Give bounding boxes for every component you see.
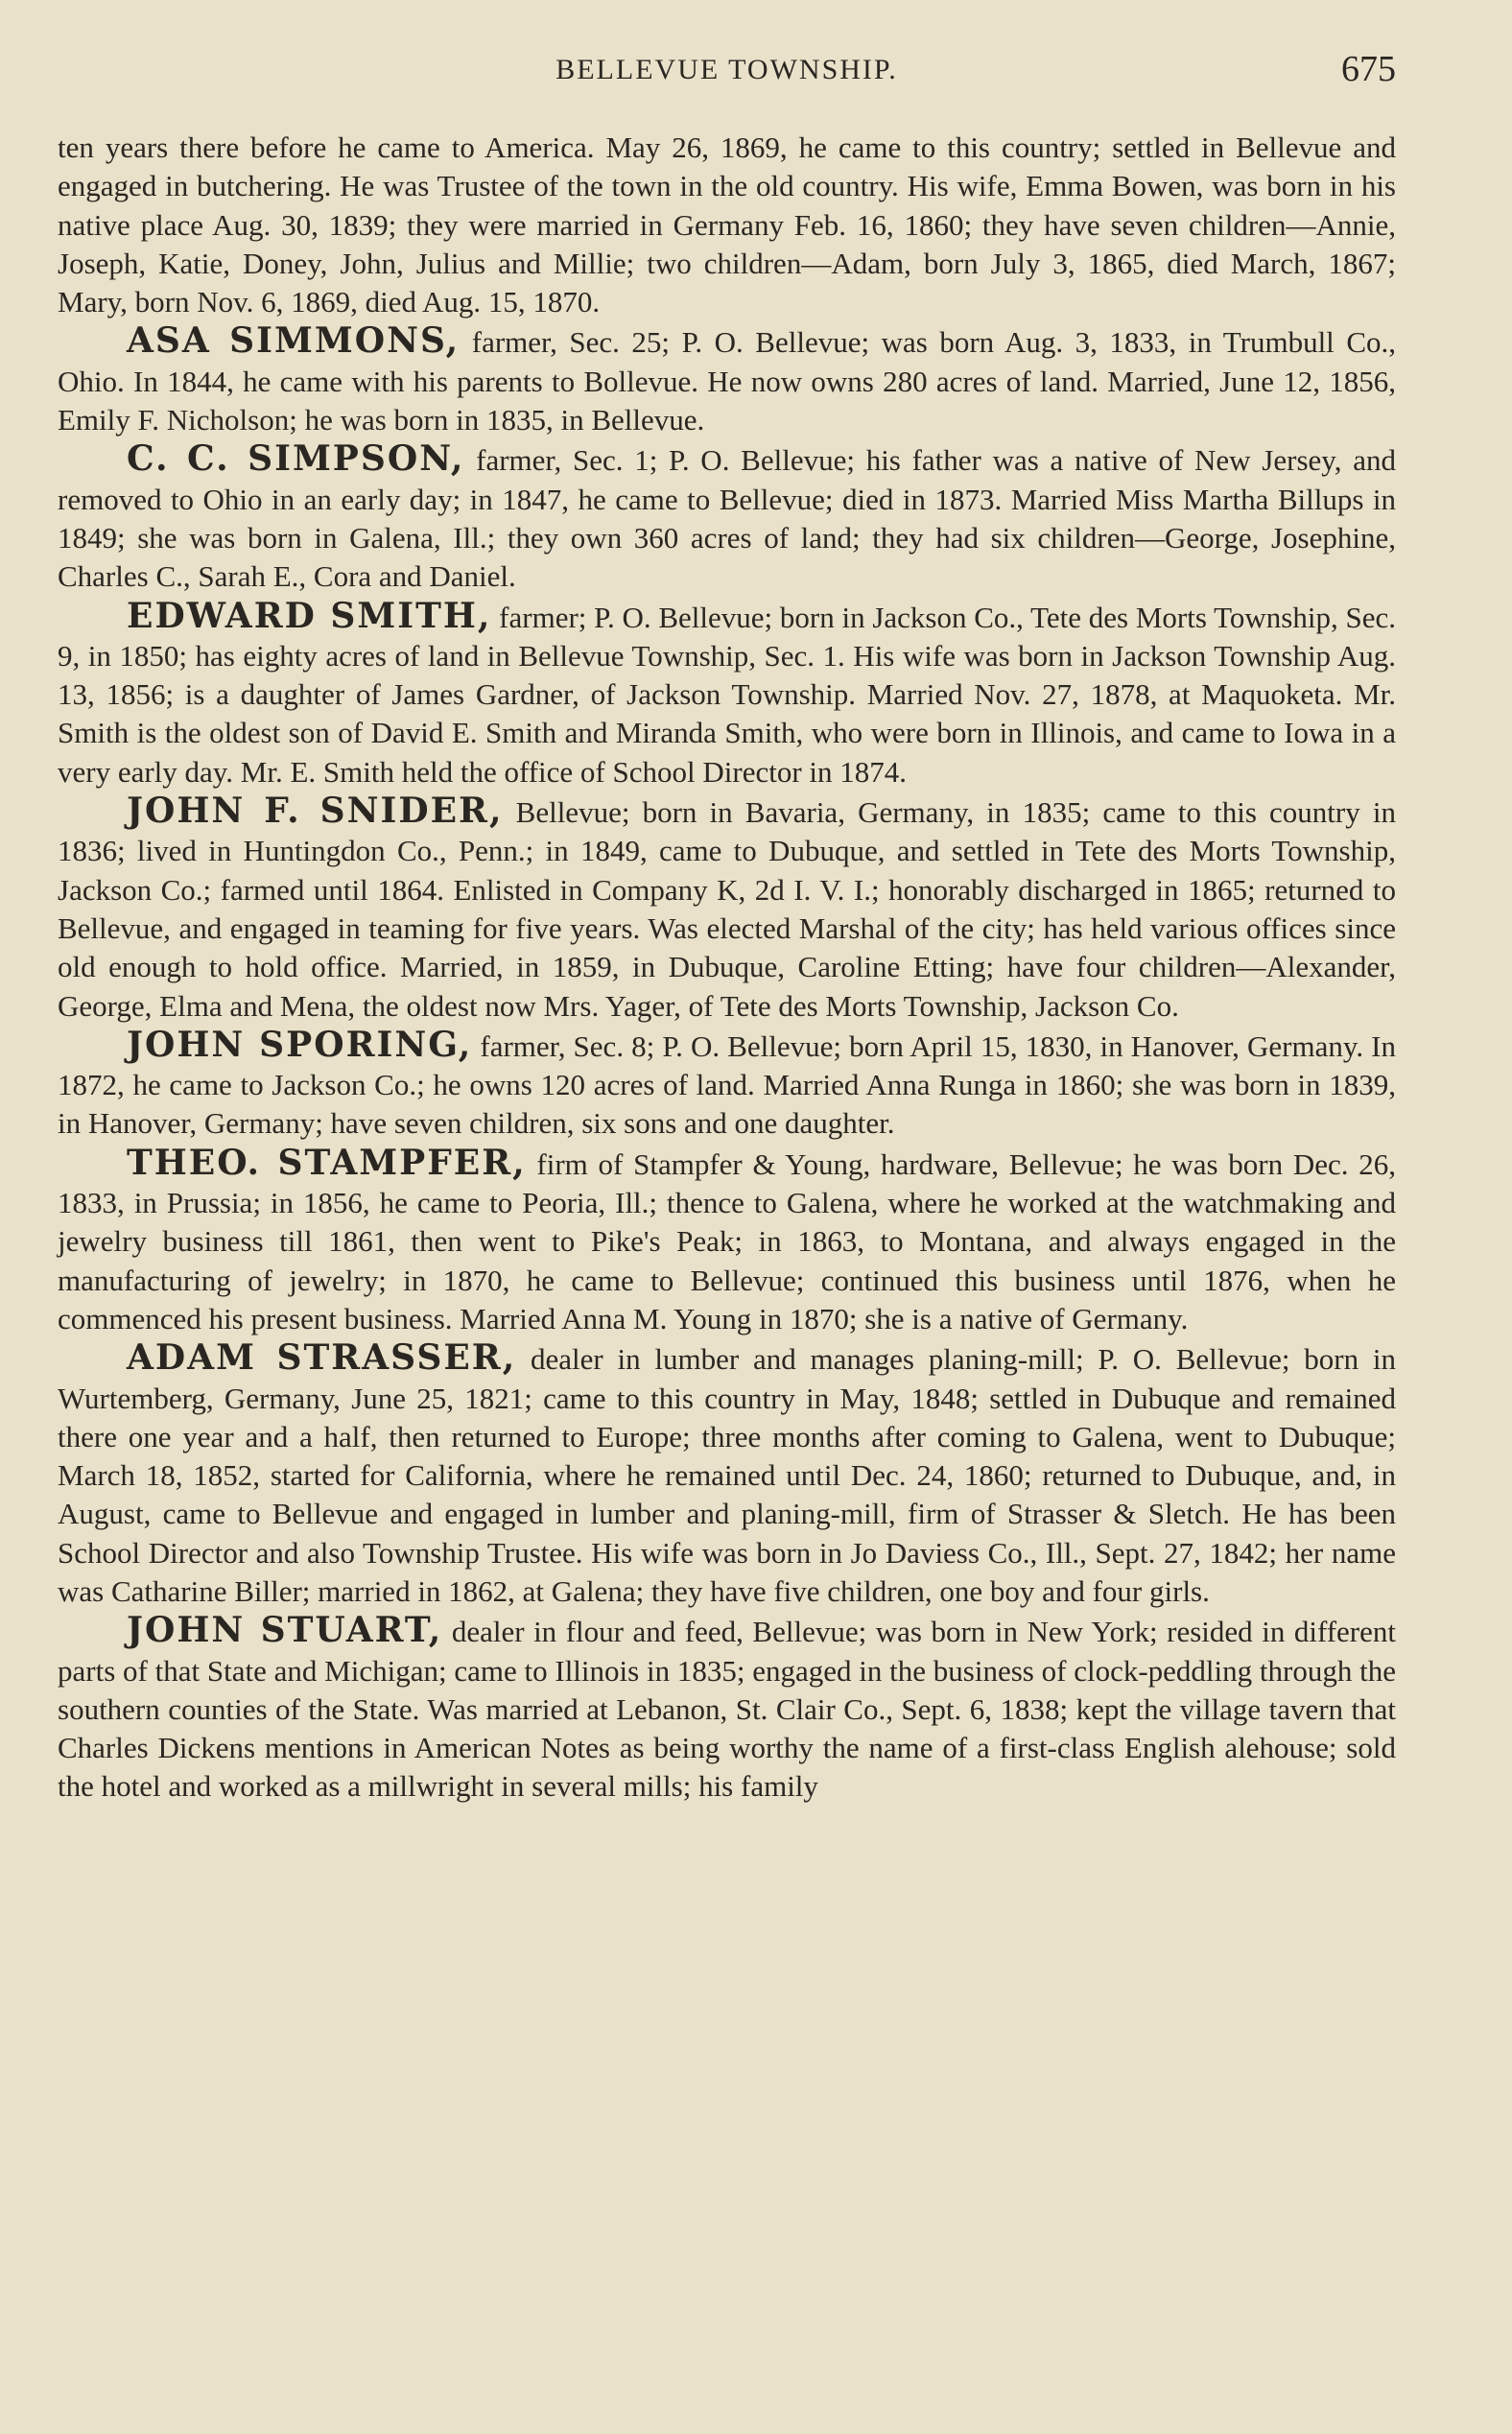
biography-entry [58,597,1396,792]
running-title: BELLEVUE TOWNSHIP. [555,54,898,85]
entry-name: THEO. STAMPFER, [127,1142,527,1183]
entry-name: ADAM STRASSER, [127,1337,517,1379]
biography-entry [58,1026,1396,1144]
entry-text: dealer in flour and feed, Bellevue; was born in New York; resided in different parts of that State and Michigan; came to Illinois in 1835; engaged in the business of clock-peddling through the southern counties of the State. Was married at Lebanon, St. Clair Co., Sept. 6, 1838; kept the village tavern that Charles Dickens mentions in American Notes as being worthy the name of a first-class English alehouse; sold the hotel and worked as a millwright in several mills; his family [58,1615,1396,1804]
biography-entry [58,439,1396,596]
entry-text: farmer, Sec. 1; P. O. Bellevue; his father was a native of New Jersey, and removed to Ohio in an early day; in 1847, he came to Bellevue; died in 1873. Married Miss Martha Billups in 1849; she was born in Galena, Ill.; they own 360 acres of land; they had six children—George, Josephine, Charles C., Sarah E., Cora and Daniel. [58,443,1396,594]
entry-text: firm of Stampfer & Young, hardware, Bellevue; he was born Dec. 26, 1833, in Prussia; in 1856, he came to Peoria, Ill.; thence to Galena, where he worked at the watchmaking and jewelry business till 1861, then went to Pike's Peak; in 1863, to Montana, and always engaged in the manufacturing of jewelry; in 1870, he came to Bellevue; continued this business until 1876, when he commenced his present business. Married Anna M. Young in 1870; she is a native of Germany. [58,1146,1396,1335]
biography-entry [58,792,1396,1026]
entry-text: dealer in lumber and manages planing-mill; P. O. Bellevue; born in Wurtemberg, Germany, June 25, 1821; came to this country in May, 1848; settled in Dubuque and remained there one year and a half, then returned to Europe; three months after coming to Galena, went to Dubuque; March 18, 1852, started for California, where he remained until Dec. 24, 1860; returned to Dubuque, and, in August, came to Bellevue and engaged in lumber and planing-mill, firm of Strasser & Sletch. He has been School Director and also Township Trustee. His wife was born in Jo Daviess Co., Ill., Sept. 27, 1842; her name was Catharine Biller; married in 1862, at Galena; they have five children, one boy and four girls. [58,1342,1396,1608]
entry-name: ASA SIMMONS, [127,320,461,362]
page-header [58,49,1396,111]
entry-name: JOHN STUART, [127,1610,443,1651]
entry-name: C. C. SIMPSON, [127,438,465,480]
biography-entry [58,1338,1396,1611]
entry-text: farmer; P. O. Bellevue; born in Jackson Co., Tete des Morts Township, Sec. 9, in 1850; has eighty acres of land in Bellevue Township, Sec. 1. His wife was born in Jackson Township Aug. 13, 1856; is a daughter of James Gardner, of Jackson Township. Married Nov. 27, 1878, at Maquoketa. Mr. Smith is the oldest son of David E. Smith and Miranda Smith, who were born in Illinois, and came to Iowa in a very early day. Mr. E. Smith held the office of School Director in 1874. [58,600,1396,789]
entry-name: JOHN F. SNIDER, [127,791,504,832]
entry-name: EDWARD SMITH, [127,595,492,636]
biography-entry [58,1144,1396,1338]
biography-entry [58,321,1396,439]
entry-text: farmer, Sec. 25; P. O. Bellevue; was born Aug. 3, 1833, in Trumbull Co., Ohio. In 1844, he came with his parents to Bollevue. He now owns 280 acres of land. Married, June 12, 1856, Emily F. Nicholson; he was born in 1835, in Bellevue. [58,325,1396,437]
biography-entry [58,1611,1396,1806]
body-text [58,129,1396,1807]
entry-text: farmer, Sec. 8; P. O. Bellevue; born April 15, 1830, in Hanover, Germany. In 1872, he came to Jackson Co.; he owns 120 acres of land. Married Anna Runga in 1860; she was born in 1839, in Hanover, Germany; have seven children, six sons and one daughter. [58,1028,1396,1141]
entry-text: Bellevue; born in Bavaria, Germany, in 1835; came to this country in 1836; lived in Huntingdon Co., Penn.; in 1849, came to Dubuque, and settled in Tete des Morts Township, Jackson Co.; farmed until 1864. Enlisted in Company K, 2d I. V. I.; honorably discharged in 1865; returned to Bellevue, and engaged in teaming for five years. Was elected Marshal of the city; has held various offices since old enough to hold office. Married, in 1859, in Dubuque, Caroline Etting; have four children—Alexander, George, Elma and Mena, the oldest now Mrs. Yager, of Tete des Morts Township, Jackson Co. [58,795,1397,1023]
entry-name: JOHN SPORING, [127,1024,473,1065]
continuation-paragraph: ten years there before he came to America. May 26, 1869, he came to this country; settled in Bellevue and engaged in butchering. He was Trustee of the town in the old country. His wife, Emma Bowen, was born in his native place Aug. 30, 1839; they were married in Germany Feb. 16, 1860; they have seven children—Annie, Joseph, Katie, Doney, John, Julius and Millie; two children—Adam, born July 3, 1865, died March, 1867; Mary, born Nov. 6, 1869, died Aug. 15, 1870. [58,130,1396,319]
page-number: 675 [1341,49,1396,89]
